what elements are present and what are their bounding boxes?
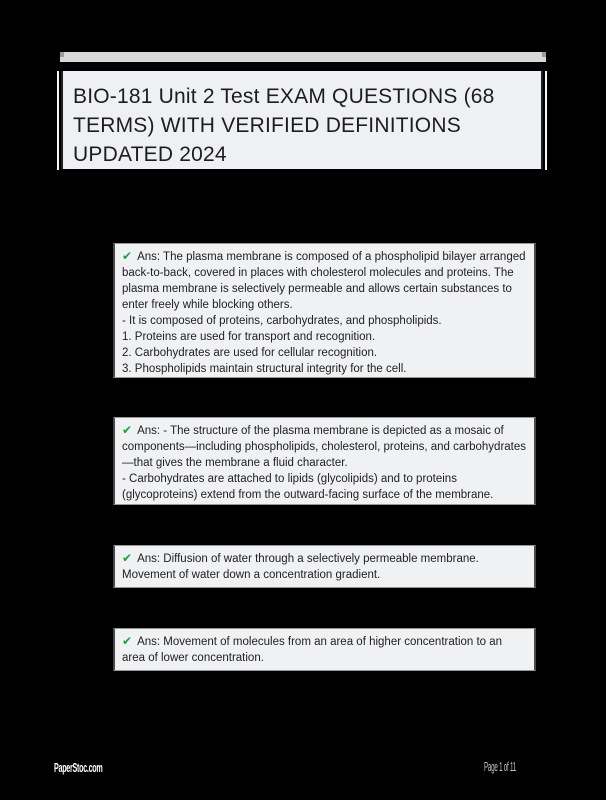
footer-right-watermark xyxy=(484,760,548,776)
answer-box xyxy=(113,545,536,588)
check-icon: ✔ xyxy=(122,551,133,565)
check-icon: ✔ xyxy=(122,423,133,437)
answer-paragraph xyxy=(122,248,528,313)
answer-text: Ans: The plasma membrane is composed of a phospholipid bilayer arranged back-to-back, covered in places with cholesterol molecules and proteins. The plasma membrane is selectively permeable and allows certain substances to enter freely while blocking others. xyxy=(122,251,526,311)
document-title-box xyxy=(61,71,543,169)
answer-paragraph: 1. Proteins are used for transport and recognition. xyxy=(122,331,376,343)
check-icon: ✔ xyxy=(122,249,133,263)
answer-box xyxy=(113,417,536,505)
answer-paragraph: 3. Phospholipids maintain structural integrity for the cell. xyxy=(122,363,407,375)
footer-left-watermark xyxy=(54,760,142,776)
answer-paragraph: - It is composed of proteins, carbohydrates, and phospholipids. xyxy=(122,315,442,327)
document-title: BIO-181 Unit 2 Test EXAM QUESTIONS (68 TERMS) WITH VERIFIED DEFINITIONS UPDATED 2024 xyxy=(73,85,495,166)
answer-text: Ans: Movement of molecules from an area of higher concentration to an area of lower concentration. xyxy=(122,636,503,664)
answer-box xyxy=(113,243,536,378)
answer-text: Ans: Diffusion of water through a selectively permeable membrane. Movement of water down a concentration gradient. xyxy=(122,553,479,581)
footer-right-text: Page 1 of 11 xyxy=(484,760,516,774)
page-edge-line-right xyxy=(545,71,547,170)
answer-paragraph xyxy=(122,550,528,583)
footer-left-text: PaperStoc.com xyxy=(54,760,103,775)
answer-paragraph: 2. Carbohydrates are used for cellular recognition. xyxy=(122,347,378,359)
check-icon: ✔ xyxy=(122,634,133,648)
page-edge-line-left xyxy=(57,71,59,170)
answer-box xyxy=(113,628,536,671)
answer-paragraph xyxy=(122,633,528,666)
answer-paragraph: - Carbohydrates are attached to lipids (glycolipids) and to proteins (glycoproteins) extend from the outward-facing surface of the membrane. xyxy=(122,473,494,501)
page-top-edge xyxy=(60,52,546,62)
answer-paragraph xyxy=(122,422,528,471)
answer-text: Ans: - The structure of the plasma membrane is depicted as a mosaic of components—including phospholipids, cholesterol, proteins, and carbohydrates—that gives the membrane a fluid character. xyxy=(122,425,527,469)
